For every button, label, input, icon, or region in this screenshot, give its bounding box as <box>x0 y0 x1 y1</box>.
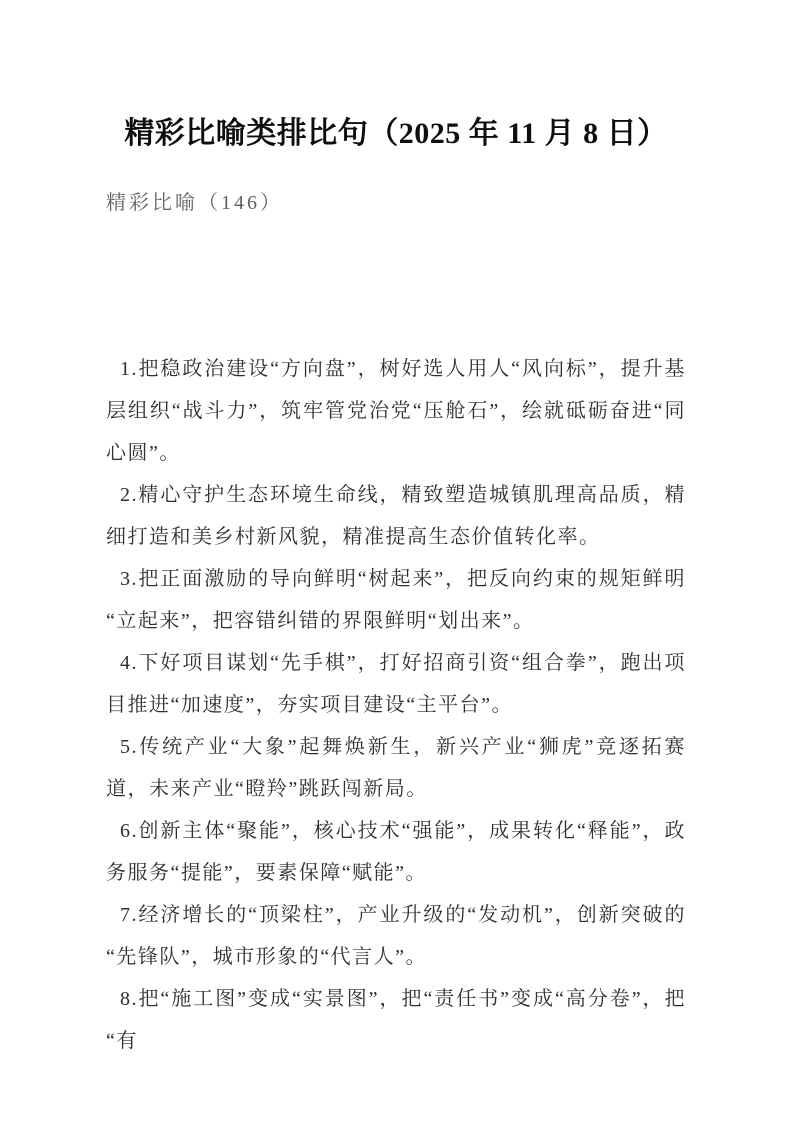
page-title: 精彩比喻类排比句（2025 年 11 月 8 日） <box>124 117 668 150</box>
paragraph-4: 4.下好项目谋划“先手棋”，打好招商引资“组合拳”，跑出项目推进“加速度”，夯实项目建设“主平台”。 <box>106 652 686 716</box>
page-subtitle: 精彩比喻（146） <box>106 192 283 214</box>
paragraph-2: 2.精心守护生态环境生命线，精致塑造城镇肌理高品质，精细打造和美乡村新风貌，精准提高生态价值转化率。 <box>106 484 686 548</box>
paragraph-3: 3.把正面激励的导向鲜明“树起来”，把反向约束的规矩鲜明“立起来”，把容错纠错的界限鲜明“划出来”。 <box>106 568 686 632</box>
paragraph-1: 1.把稳政治建设“方向盘”，树好选人用人“风向标”，提升基层组织“战斗力”，筑牢管党治党“压舱石”，绘就砥砺奋进“同心圆”。 <box>106 358 686 464</box>
paragraph-7: 7.经济增长的“顶梁柱”，产业升级的“发动机”，创新突破的“先锋队”，城市形象的“代言人”。 <box>106 904 686 968</box>
document-body <box>106 348 686 1062</box>
paragraph-8: 8.把“施工图”变成“实景图”，把“责任书”变成“高分卷”，把“有 <box>106 988 686 1052</box>
paragraph-6: 6.创新主体“聚能”，核心技术“强能”，成果转化“释能”，政务服务“提能”，要素保障“赋能”。 <box>106 820 686 884</box>
paragraph-5: 5.传统产业“大象”起舞焕新生，新兴产业“狮虎”竞逐拓赛道，未来产业“瞪羚”跳跃闯新局。 <box>106 736 686 800</box>
